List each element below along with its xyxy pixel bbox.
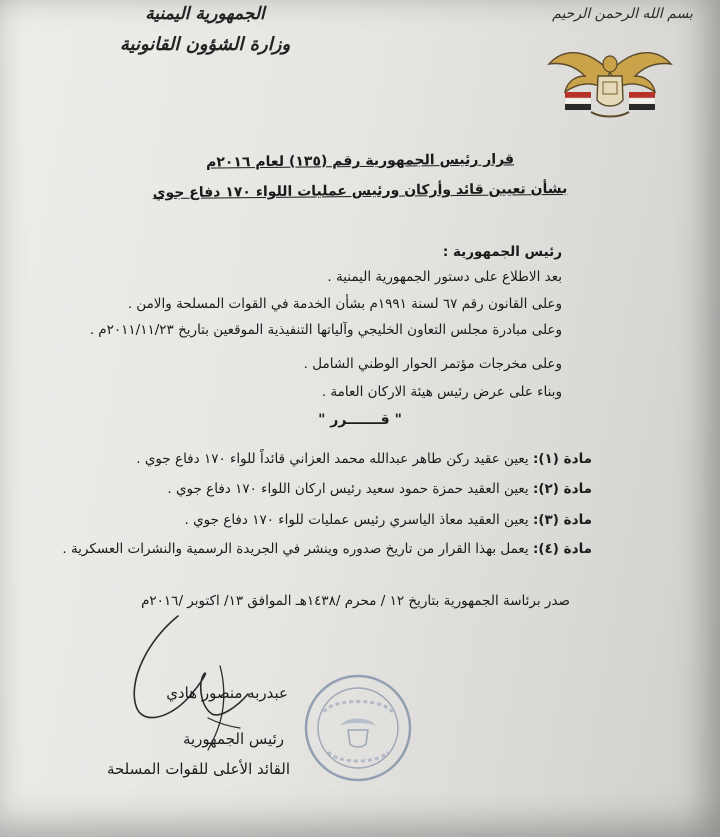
article-number: مادة (٢):	[532, 481, 592, 497]
decree-subject: بشأن تعيين قائد وأركان ورئيس عمليات اللواء ١٧٠ دفاع جوي	[152, 180, 568, 202]
basmala: بسم الله الرحمن الرحيم	[552, 6, 693, 22]
issuance-date: صدر برئاسة الجمهورية بتاريخ ١٢ / محرم /١٤٣٨هـ الموافق ١٣/ اكتوبر /٢٠١٦م	[141, 593, 570, 609]
republic-heading: الجمهورية اليمنية	[145, 4, 265, 24]
preamble-line: وعلى مخرجات مؤتمر الحوار الوطني الشامل .	[303, 356, 562, 372]
decision-heading: " قـــــــرر "	[318, 412, 402, 428]
preamble-line: وعلى القانون رقم ٦٧ لسنة ١٩٩١م بشأن الخدمة في القوات المسلحة والامن .	[127, 296, 562, 312]
article-3	[185, 512, 593, 528]
article-text: يعمل بهذا القرار من تاريخ صدوره وينشر في الجريدة الرسمية والنشرات العسكرية .	[62, 541, 529, 557]
article-4	[62, 541, 592, 557]
signatory-role: رئيس الجمهورية	[182, 730, 284, 748]
article-2	[167, 481, 592, 497]
article-number: مادة (٤):	[532, 541, 592, 557]
eagle-emblem-icon	[545, 42, 675, 124]
preamble-line: وعلى مبادرة مجلس التعاون الخليجي وآلياتها التنفيذية الموقعين بتاريخ ٢٠١١/١١/٢٣م .	[89, 322, 562, 338]
preamble-line: بعد الاطلاع على دستور الجمهورية اليمنية .	[327, 269, 562, 285]
article-number: مادة (٣):	[532, 512, 592, 528]
preamble-line: وبناء على عرض رئيس هيئة الاركان العامة .	[321, 384, 562, 400]
article-text: يعين عقيد ركن طاهر عبدالله محمد العزاني قائداً للواء ١٧٠ دفاع جوي .	[136, 451, 529, 467]
official-stamp-icon	[302, 672, 414, 784]
signatory-name: عبدربه منصور هادي	[166, 684, 288, 702]
decree-title: قرار رئيس الجمهورية رقم (١٣٥) لعام ٢٠١٦م	[205, 151, 515, 171]
ministry-heading: وزارة الشؤون القانونية	[119, 34, 291, 55]
article-1	[136, 451, 592, 467]
article-text: يعين العقيد حمزة حمود سعيد رئيس اركان اللواء ١٧٠ دفاع جوي .	[167, 481, 529, 497]
article-text: يعين العقيد معاذ الياسري رئيس عمليات للواء ١٧٠ دفاع جوي .	[184, 512, 529, 528]
signatory-command: القائد الأعلى للقوات المسلحة	[106, 760, 290, 778]
addressee: رئيس الجمهورية :	[442, 244, 562, 260]
article-number: مادة (١):	[532, 451, 592, 467]
